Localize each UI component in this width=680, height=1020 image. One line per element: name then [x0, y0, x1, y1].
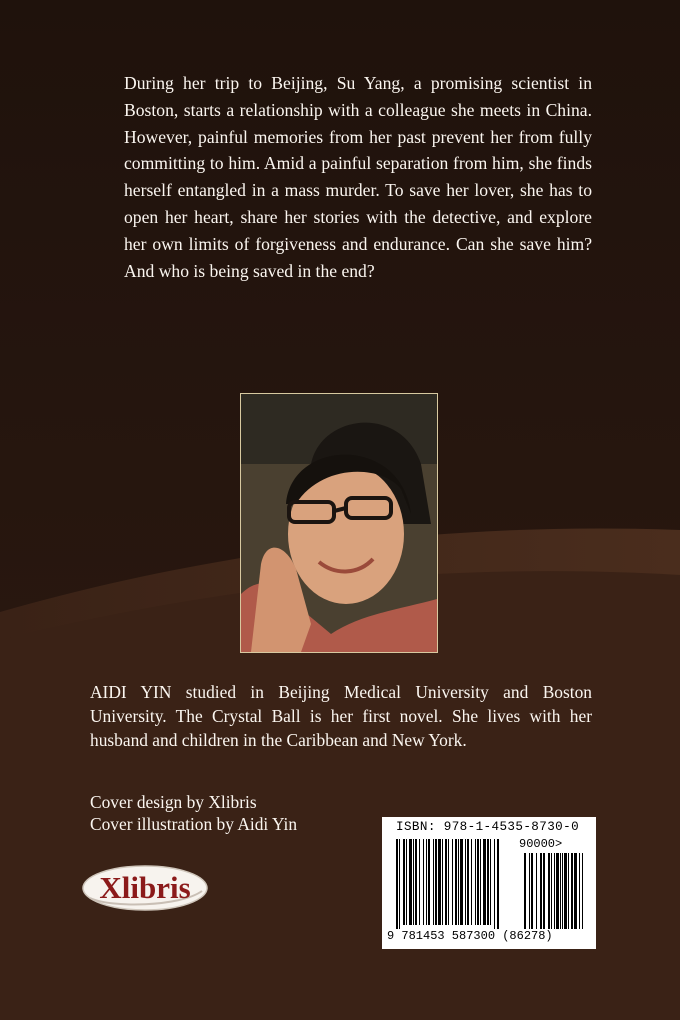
back-cover-blurb: During her trip to Beijing, Su Yang, a promising scientist in Boston, starts a relationship with a colleague she meets in China. However, painful memories from her past prevent her from fully committing to him. Amid a painful separation from him, she finds herself entangled in a mass murder. To save her lover, she has to open her heart, share her stories with the detective, and explore her own limits of forgiveness and endurance. Can she save him? And who is being saved in the end? [124, 73, 592, 281]
addon-bar [562, 853, 563, 929]
addon-bar [551, 853, 552, 929]
addon-bar [554, 853, 555, 929]
addon-bar [531, 853, 533, 929]
barcode-addon: 90000> [519, 837, 563, 851]
barcode-bar [423, 839, 424, 925]
barcode-bar [396, 839, 398, 929]
addon-bar [560, 853, 561, 929]
addon-bar [548, 853, 550, 929]
addon-bar [582, 853, 583, 929]
barcode-bar [467, 839, 469, 925]
barcode-bar [455, 839, 457, 925]
addon-bar [564, 853, 567, 929]
barcode-bar [494, 839, 495, 929]
author-bio: AIDI YIN studied in Beijing Medical University and Boston University. The Crystal Ball is her first novel. She lives with her husband and children in the Caribbean and New York. [90, 682, 592, 750]
barcode-bar [403, 839, 405, 925]
isbn-label: ISBN: 978-1-4535-8730-0 [396, 820, 580, 834]
barcode-bar [448, 839, 449, 925]
barcode-bar [445, 839, 447, 925]
barcode-bar [475, 839, 476, 925]
barcode-bar [477, 839, 479, 925]
addon-bar [540, 853, 542, 929]
isbn-barcode [382, 817, 596, 949]
addon-bar [568, 853, 569, 929]
addon-bar [543, 853, 545, 929]
barcode-bar [460, 839, 463, 925]
barcode-bar [413, 839, 414, 925]
addon-bar [524, 853, 526, 929]
barcode-bar [442, 839, 443, 925]
author-photo [240, 393, 438, 653]
barcode-bar [415, 839, 417, 925]
addon-bar [556, 853, 559, 929]
barcode-bar [406, 839, 407, 925]
barcode-bar [435, 839, 437, 925]
barcode-bar [426, 839, 427, 925]
barcode-bar [428, 839, 430, 925]
cover-design-credit: Cover design by Xlibris [90, 792, 257, 812]
addon-bar [579, 853, 580, 929]
barcode-bars [396, 839, 586, 929]
barcode-bar [465, 839, 466, 925]
barcode-bar [419, 839, 420, 925]
barcode-bar [480, 839, 481, 925]
barcode-bar [458, 839, 459, 925]
barcode-bar [438, 839, 441, 925]
barcode-bar [409, 839, 412, 925]
cover-credits [90, 791, 390, 835]
addon-bar [571, 853, 573, 929]
barcode-bar [433, 839, 434, 925]
cover-illustration-credit: Cover illustration by Aidi Yin [90, 814, 298, 834]
publisher-logo [80, 863, 210, 913]
barcode-digits: 9 781453 587300 (86278) [387, 929, 553, 943]
barcode-bar [497, 839, 499, 929]
barcode-bar [452, 839, 453, 925]
addon-bar [536, 853, 537, 929]
barcode-bar [490, 839, 491, 925]
barcode-bar [399, 839, 400, 929]
publisher-logo-text: Xlibris [99, 870, 191, 905]
addon-bar [574, 853, 577, 929]
barcode-bar [487, 839, 489, 925]
barcode-bar [483, 839, 486, 925]
addon-bar [529, 853, 530, 929]
barcode-bar [471, 839, 472, 925]
